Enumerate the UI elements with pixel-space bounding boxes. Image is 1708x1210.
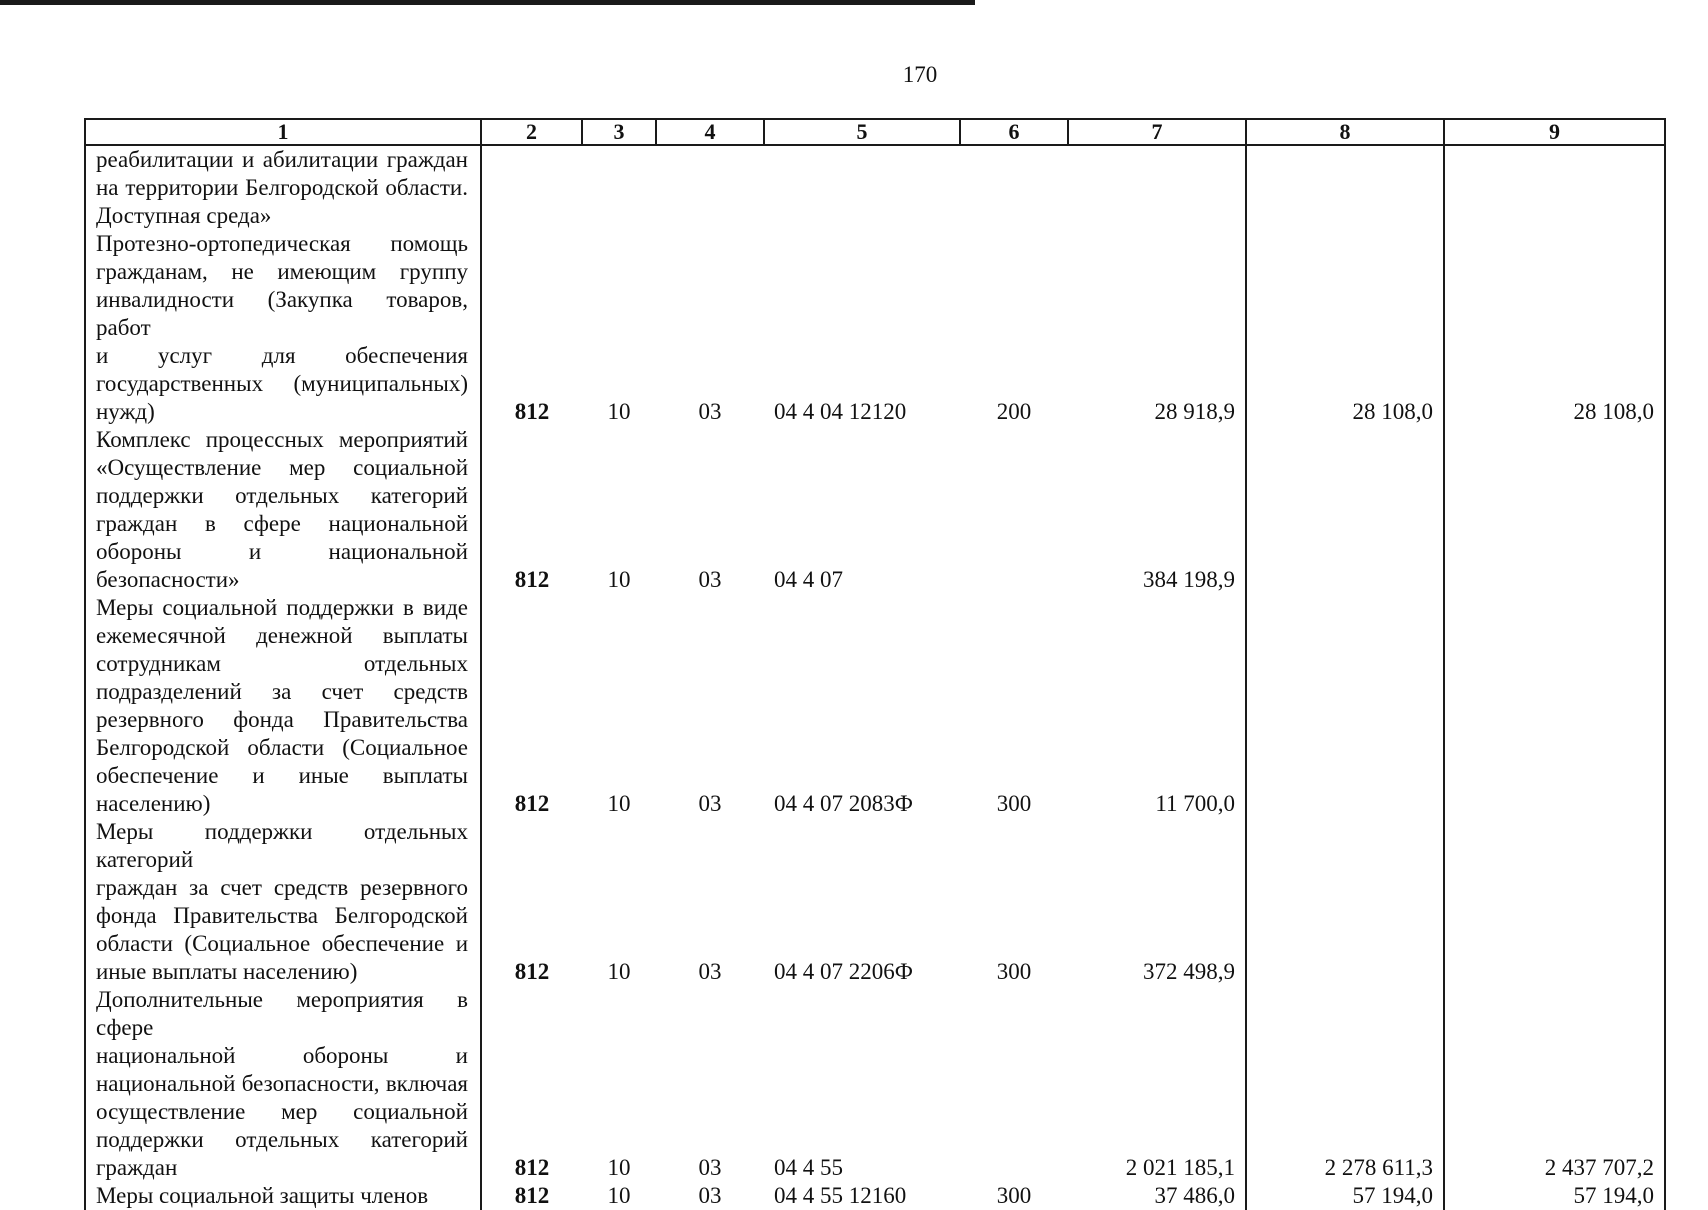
table-row bbox=[85, 594, 1665, 818]
cell-col-5: 04 4 07 2206Ф bbox=[774, 959, 913, 984]
cell-col-8: 28 108,0 bbox=[1246, 230, 1444, 426]
row-name-line: Меры поддержки отдельных категорий bbox=[96, 819, 468, 872]
row-name-line: иные выплаты населению) bbox=[96, 959, 358, 984]
row-name-line: Белгородской области (Социальное bbox=[96, 735, 468, 760]
row-name-cell bbox=[85, 986, 481, 1182]
cell-col-6: 300 bbox=[996, 791, 1032, 816]
cell-col-3: 10 bbox=[607, 959, 631, 984]
cell-col-2: 812 bbox=[481, 594, 582, 818]
row-name-line: Меры социальной поддержки в виде bbox=[96, 595, 468, 620]
cell-col-4: 03 bbox=[698, 1155, 722, 1180]
header-col-4: 4 bbox=[656, 119, 764, 145]
cell-col-2: 812 bbox=[481, 986, 582, 1182]
cell-col-9: 2 437 707,2 bbox=[1444, 986, 1665, 1182]
budget-table bbox=[84, 118, 1666, 1210]
row-name-line: Комплекс процессных мероприятий bbox=[96, 427, 468, 452]
header-col-7: 7 bbox=[1068, 119, 1246, 145]
row-name-line: граждан за счет средств резервного bbox=[96, 875, 468, 900]
cell-col-9 bbox=[1444, 818, 1665, 986]
page-number: 170 bbox=[902, 62, 938, 87]
cell-col-9 bbox=[1444, 594, 1665, 818]
cell-col-9: 57 194,0 bbox=[1444, 1182, 1665, 1210]
row-name-line: Меры социальной защиты членов bbox=[96, 1183, 429, 1208]
cell-col-2: 812 bbox=[481, 1182, 582, 1210]
row-name-line: Протезно-ортопедическая помощь bbox=[96, 231, 468, 256]
cell-col-5: 04 4 07 2083Ф bbox=[774, 791, 913, 816]
cell-col-8 bbox=[1246, 426, 1444, 594]
cell-col-2: 812 bbox=[481, 426, 582, 594]
header-col-6: 6 bbox=[960, 119, 1068, 145]
cell-col-4 bbox=[656, 145, 764, 230]
cell-col-5 bbox=[764, 145, 960, 230]
row-name-line: безопасности» bbox=[96, 567, 240, 592]
cell-col-6: 300 bbox=[996, 1183, 1032, 1208]
cell-col-4: 03 bbox=[698, 791, 722, 816]
cell-col-7: 28 918,9 bbox=[1068, 230, 1246, 426]
row-name-line: и услуг для обеспечения bbox=[96, 343, 468, 368]
row-name-line: области (Социальное обеспечение и bbox=[96, 931, 468, 956]
table-row bbox=[85, 230, 1665, 426]
cell-col-8 bbox=[1246, 145, 1444, 230]
header-col-1: 1 bbox=[85, 119, 481, 145]
cell-col-3: 10 bbox=[607, 1155, 631, 1180]
row-name-line: осуществление мер социальной bbox=[96, 1099, 468, 1124]
row-name-line: ежемесячной денежной выплаты bbox=[96, 623, 468, 648]
cell-col-9 bbox=[1444, 426, 1665, 594]
row-name-line: на территории Белгородской области. bbox=[96, 175, 468, 200]
row-name-cell bbox=[85, 1182, 481, 1210]
header-col-8: 8 bbox=[1246, 119, 1444, 145]
row-name-line: инвалидности (Закупка товаров, работ bbox=[96, 287, 468, 340]
cell-col-5: 04 4 04 12120 bbox=[774, 399, 907, 424]
header-col-3: 3 bbox=[582, 119, 656, 145]
cell-col-7: 37 486,0 bbox=[1068, 1182, 1246, 1210]
row-name-line: государственных (муниципальных) bbox=[96, 371, 468, 396]
cell-col-7: 2 021 185,1 bbox=[1068, 986, 1246, 1182]
top-rule bbox=[0, 0, 975, 5]
row-name-line: населению) bbox=[96, 791, 211, 816]
cell-col-3: 10 bbox=[607, 399, 631, 424]
row-name-line: национальной обороны и bbox=[96, 1043, 468, 1068]
row-name-line: сотрудникам отдельных bbox=[96, 651, 468, 676]
row-name-cell bbox=[85, 230, 481, 426]
cell-col-3: 10 bbox=[607, 567, 631, 592]
cell-col-7: 372 498,9 bbox=[1068, 818, 1246, 986]
cell-col-2: 812 bbox=[481, 818, 582, 986]
cell-col-5: 04 4 55 bbox=[774, 1155, 843, 1180]
cell-col-4: 03 bbox=[698, 959, 722, 984]
row-name-line: поддержки отдельных категорий bbox=[96, 483, 468, 508]
cell-col-4: 03 bbox=[698, 1183, 722, 1208]
cell-col-6 bbox=[960, 145, 1068, 230]
cell-col-9 bbox=[1444, 145, 1665, 230]
cell-col-2 bbox=[481, 145, 582, 230]
cell-col-6 bbox=[960, 986, 1068, 1182]
header-col-5: 5 bbox=[764, 119, 960, 145]
cell-col-5: 04 4 55 12160 bbox=[774, 1183, 907, 1208]
row-name-line: «Осуществление мер социальной bbox=[96, 455, 468, 480]
row-name-line: граждан bbox=[96, 1155, 178, 1180]
table-row bbox=[85, 818, 1665, 986]
cell-col-5: 04 4 07 bbox=[774, 567, 843, 592]
row-name-line: фонда Правительства Белгородской bbox=[96, 903, 468, 928]
table-row bbox=[85, 986, 1665, 1182]
cell-col-7: 11 700,0 bbox=[1068, 594, 1246, 818]
table-row bbox=[85, 1182, 1665, 1210]
row-name-line: реабилитации и абилитации граждан bbox=[96, 147, 468, 172]
cell-col-7 bbox=[1068, 145, 1246, 230]
row-name-line: Дополнительные мероприятия в сфере bbox=[96, 987, 468, 1040]
row-name-line: граждан в сфере национальной bbox=[96, 511, 468, 536]
row-name-cell bbox=[85, 594, 481, 818]
row-name-line: обеспечение и иные выплаты bbox=[96, 763, 468, 788]
header-col-2: 2 bbox=[481, 119, 582, 145]
row-name-line: поддержки отдельных категорий bbox=[96, 1127, 468, 1152]
row-name-line: подразделений за счет средств bbox=[96, 679, 468, 704]
header-row bbox=[85, 119, 1665, 145]
row-name-cell bbox=[85, 426, 481, 594]
cell-col-8: 2 278 611,3 bbox=[1246, 986, 1444, 1182]
header-col-9: 9 bbox=[1444, 119, 1665, 145]
row-name-cell bbox=[85, 818, 481, 986]
table-row bbox=[85, 426, 1665, 594]
cell-col-3 bbox=[582, 145, 656, 230]
cell-col-6: 300 bbox=[996, 959, 1032, 984]
table-body bbox=[85, 145, 1665, 1210]
row-name-line: национальной безопасности, включая bbox=[96, 1071, 468, 1096]
cell-col-4: 03 bbox=[698, 567, 722, 592]
cell-col-6 bbox=[960, 426, 1068, 594]
cell-col-3: 10 bbox=[607, 1183, 631, 1208]
cell-col-3: 10 bbox=[607, 791, 631, 816]
row-name-line: резервного фонда Правительства bbox=[96, 707, 468, 732]
row-name-line: обороны и национальной bbox=[96, 539, 468, 564]
row-name-line: гражданам, не имеющим группу bbox=[96, 259, 468, 284]
cell-col-8: 57 194,0 bbox=[1246, 1182, 1444, 1210]
cell-col-8 bbox=[1246, 818, 1444, 986]
row-name-line: нужд) bbox=[96, 399, 155, 424]
cell-col-8 bbox=[1246, 594, 1444, 818]
cell-col-2: 812 bbox=[481, 230, 582, 426]
cell-col-4: 03 bbox=[698, 399, 722, 424]
row-name-cell bbox=[85, 145, 481, 230]
cell-col-6: 200 bbox=[996, 399, 1032, 424]
cell-col-7: 384 198,9 bbox=[1068, 426, 1246, 594]
table-row bbox=[85, 145, 1665, 230]
cell-col-9: 28 108,0 bbox=[1444, 230, 1665, 426]
row-name-line: Доступная среда» bbox=[96, 203, 272, 228]
